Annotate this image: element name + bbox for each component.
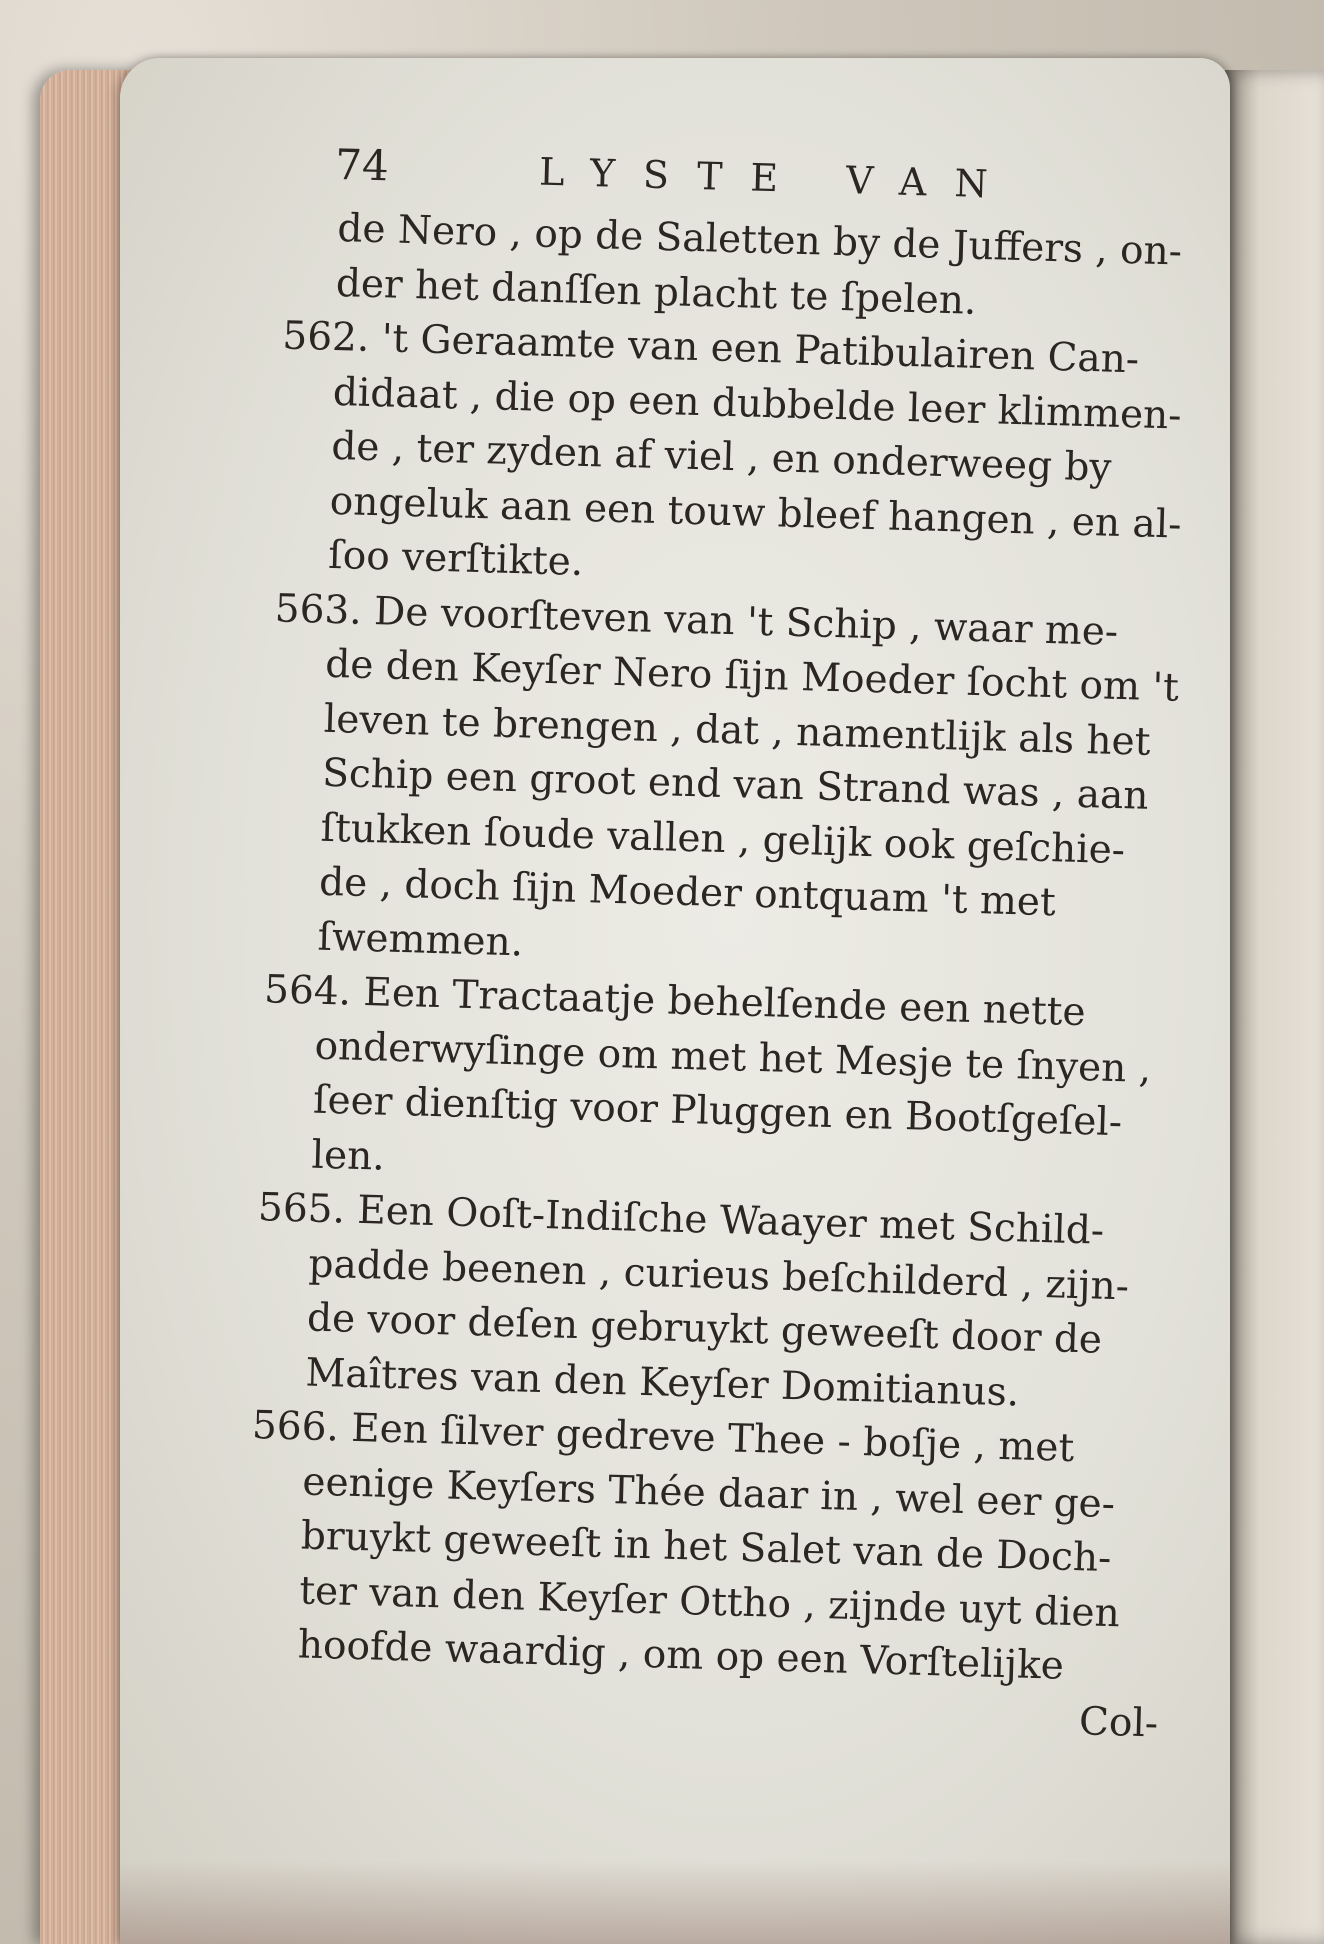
text-line: de Nero , op de Saletten by de Juffers , on- <box>336 205 1183 275</box>
text-line: der het danſſen placht te ſpelen. <box>335 260 977 324</box>
entry-number: 565. <box>257 1185 346 1233</box>
text-line: onderwyſinge om met het Mesje te ſnyen , <box>314 1023 1152 1092</box>
entry-566 <box>251 1401 1174 1698</box>
page-text-block <box>251 139 1210 1752</box>
text-line: Schip een groot end van Strand was , aan <box>321 750 1150 819</box>
text-line: de , ter zyden af viel , en onderweeg by <box>330 423 1113 491</box>
text-line: bruykt geweeſt in het Salet van de Doch- <box>300 1513 1112 1582</box>
text-line: de voor deſen gebruykt geweeſt door de <box>306 1295 1103 1363</box>
text-line: de den Keyſer Nero ſijn Moeder ſocht om 't <box>324 641 1180 711</box>
text-line: ſtukken ſoude vallen , gelijk ook geſchie- <box>320 805 1126 873</box>
entry-number: 566. <box>251 1403 340 1451</box>
entry-line: Een Tractaatje behelſende een nette <box>362 969 1087 1036</box>
running-head: LYSTE VAN <box>538 149 1017 207</box>
text-line: ongeluk aan een touw bleef hangen , en al- <box>329 478 1182 548</box>
entry-562 <box>281 311 1205 608</box>
text-line: leven te brengen , dat , namentlijk als het <box>323 696 1152 765</box>
facing-page-edge <box>1225 70 1324 1944</box>
entry-number: 563. <box>274 585 363 634</box>
text-line: Maîtres van den Keyſer Domitianus. <box>304 1350 1020 1415</box>
text-line: didaat , die op een dubbelde leer klimmen- <box>332 369 1183 439</box>
entry-number: 564. <box>263 967 352 1015</box>
text-line: de , doch ſijn Moeder ontquam 't met <box>318 859 1057 926</box>
entry-number: 562. <box>281 313 370 361</box>
entry-line: Een Ooſt-Indiſche Waayer met Schild- <box>356 1187 1105 1254</box>
text-line: len. <box>311 1132 386 1180</box>
text-line: eenige Keyſers Thée daar in , wel eer ge- <box>301 1458 1116 1527</box>
entry-564 <box>263 965 1187 1207</box>
text-line: padde beenen , curieus beſchilderd , zijn- <box>307 1241 1130 1309</box>
text-line: ſwemmen. <box>317 914 524 965</box>
entry-line: De voorſteven van 't Schip , waar me- <box>373 588 1119 655</box>
text-line: ter van den Keyſer Ottho , zijnde uyt dien <box>298 1567 1121 1636</box>
catchword: Col- <box>1078 1698 1159 1746</box>
entry-563 <box>274 583 1197 989</box>
text-line: ſoo verſtikte. <box>327 532 584 585</box>
entry-line: Een ſilver gedreve Thee - boſje , met <box>350 1405 1075 1471</box>
text-line: hoofde waardig , om op een Vorſtelijke <box>297 1622 1065 1689</box>
page-number: 74 <box>334 139 390 191</box>
entry-line: 't Geraamte van een Patibulairen Can- <box>381 316 1140 383</box>
text-line: ſeer dienſtig voor Pluggen en Bootſgeſel- <box>312 1077 1123 1146</box>
entry-565 <box>257 1183 1181 1425</box>
page-bottom-shadow <box>120 1860 1230 1944</box>
